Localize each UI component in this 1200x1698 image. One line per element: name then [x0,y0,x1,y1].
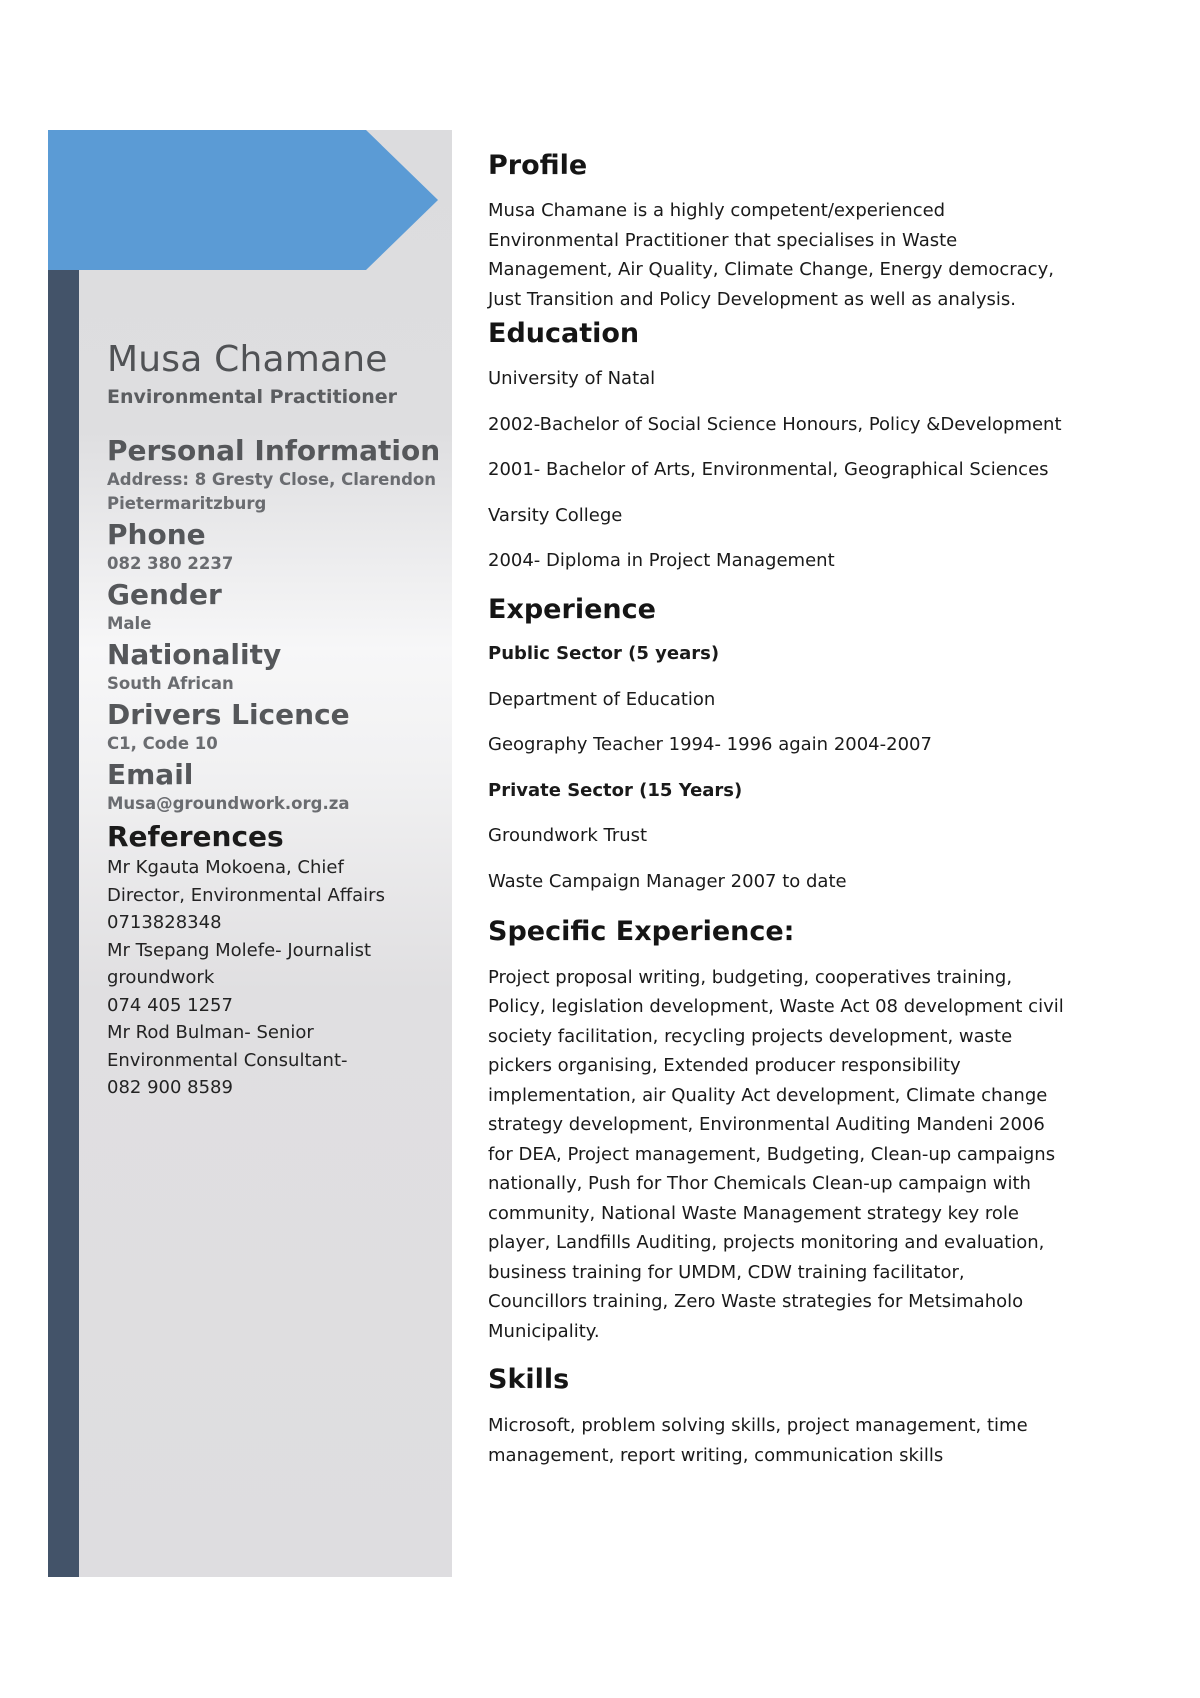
specific-experience-line: pickers organising, Extended producer responsibility [488,1055,961,1076]
profile-line: Musa Chamane is a highly competent/experienced [488,200,946,221]
reference-line: Director, Environmental Affairs [107,884,385,906]
profile-line: Environmental Practitioner that specialises in Waste [488,229,958,251]
email-value: Musa@groundwork.org.za [107,794,350,813]
specific-experience-line: Project proposal writing, budgeting, cooperatives training, [488,966,1013,988]
experience-item: Private Sector (15 Years) [488,779,743,801]
education-item: University of Natal [488,368,656,389]
education-item: 2004- Diploma in Project Management [488,550,835,571]
specific-experience-line: Municipality. [488,1320,600,1342]
nationality-heading: Nationality [107,638,282,671]
skills-heading: Skills [488,1364,570,1395]
personal-info-heading: Personal Information [107,434,441,467]
sidebar-content [107,338,447,1102]
references-heading: References [107,820,284,853]
main-content [488,146,1088,1470]
phone-value: 082 380 2237 [107,554,234,573]
specific-experience-line: for DEA, Project management, Budgeting, Clean-up campaigns [488,1143,1056,1165]
phone-heading: Phone [107,518,206,551]
specific-experience-line: community, National Waste Management strategy key role [488,1202,1019,1224]
reference-line: 0713828348 [107,912,222,933]
experience-item: Waste Campaign Manager 2007 to date [488,870,847,892]
person-title: Environmental Practitioner [107,386,398,408]
email-heading: Email [107,758,194,791]
experience-item: Department of Education [488,688,716,710]
experience-item: Geography Teacher 1994- 1996 again 2004-2007 [488,734,932,755]
experience-item: Groundwork Trust [488,825,648,846]
specific-experience-line: Policy, legislation development, Waste Act 08 development civil [488,996,1064,1017]
licence-value: C1, Code 10 [107,734,218,753]
specific-experience-line: Councillors training, Zero Waste strategies for Metsimaholo [488,1291,1024,1312]
gender-value: Male [107,614,152,633]
specific-experience-line: player, Landfills Auditing, projects monitoring and evaluation, [488,1232,1045,1253]
experience-item: Public Sector (5 years) [488,643,720,664]
sidebar-accent-bar [48,270,79,1577]
reference-line: groundwork [107,967,215,988]
reference-line: Mr Kgauta Mokoena, Chief [107,857,344,878]
sidebar-arrow-banner [48,130,438,272]
licence-heading: Drivers Licence [107,698,350,731]
education-item: Varsity College [488,504,623,526]
education-heading: Education [488,318,640,349]
specific-experience-line: strategy development, Environmental Auditing Mandeni 2006 [488,1114,1045,1135]
specific-experience-line: nationally, Push for Thor Chemicals Clean-up campaign with [488,1173,1031,1194]
profile-line: Just Transition and Policy Development as well as analysis. [488,288,1017,310]
reference-line: Mr Tsepang Molefe- Journalist [107,939,372,961]
person-name: Musa Chamane [107,339,388,380]
specific-experience-heading: Specific Experience: [488,915,795,947]
skills-line: management, report writing, communication skills [488,1444,944,1466]
reference-line: 082 900 8589 [107,1077,233,1098]
reference-line: 074 405 1257 [107,994,233,1016]
experience-heading: Experience [488,594,656,625]
reference-line: Environmental Consultant- [107,1049,348,1071]
reference-line: Mr Rod Bulman- Senior [107,1022,314,1043]
address-line-2: Pietermaritzburg [107,494,267,513]
profile-line: Management, Air Quality, Climate Change, Energy democracy, [488,259,1054,280]
nationality-value: South African [107,674,234,693]
specific-experience-line: society facilitation, recycling projects development, waste [488,1025,1013,1047]
specific-experience-line: implementation, air Quality Act development, Climate change [488,1084,1048,1106]
gender-heading: Gender [107,578,222,611]
profile-heading: Profile [488,150,588,181]
specific-experience-line: business training for UMDM, CDW training facilitator, [488,1261,965,1283]
skills-line: Microsoft, problem solving skills, project management, time [488,1415,1028,1436]
education-item: 2001- Bachelor of Arts, Environmental, Geographical Sciences [488,459,1049,480]
address-line-1: Address: 8 Gresty Close, Clarendon [107,470,437,489]
education-item: 2002-Bachelor of Social Science Honours, Policy &Development [488,413,1062,435]
